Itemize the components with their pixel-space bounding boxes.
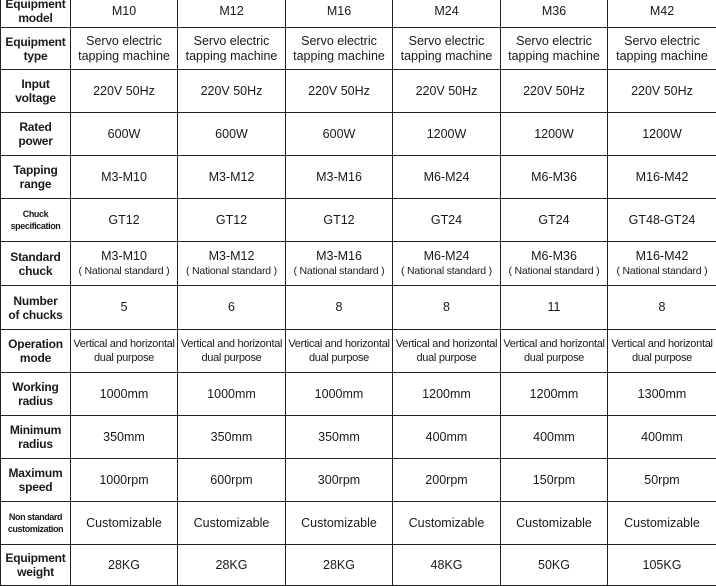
spec-cell bbox=[286, 156, 393, 199]
row-header-line: range bbox=[2, 177, 69, 191]
spec-cell bbox=[501, 330, 608, 373]
spec-cell-line: Vertical and horizontal bbox=[72, 337, 176, 351]
row-header-line: specification bbox=[2, 220, 69, 232]
spec-cell-line: M12 bbox=[179, 4, 284, 19]
spec-row bbox=[1, 502, 716, 545]
spec-cell-line: 5 bbox=[72, 300, 176, 315]
spec-cell-line: M24 bbox=[394, 4, 499, 19]
row-header-line: Standard bbox=[2, 250, 69, 264]
spec-cell-line: 220V 50Hz bbox=[287, 84, 391, 99]
spec-cell-line: 8 bbox=[287, 300, 391, 315]
spec-cell bbox=[286, 199, 393, 242]
spec-cell-line: 105KG bbox=[609, 558, 715, 573]
spec-cell bbox=[71, 286, 178, 330]
spec-cell-line: tapping machine bbox=[287, 49, 391, 64]
spec-cell bbox=[286, 286, 393, 330]
spec-cell bbox=[608, 330, 716, 373]
spec-cell-line: 200rpm bbox=[394, 473, 499, 488]
spec-cell bbox=[608, 113, 716, 156]
spec-cell bbox=[608, 28, 716, 70]
spec-cell-line: Vertical and horizontal bbox=[287, 337, 391, 351]
spec-cell bbox=[286, 70, 393, 113]
spec-cell-line: 350mm bbox=[72, 430, 176, 445]
spec-cell-line: 6 bbox=[179, 300, 284, 315]
spec-cell bbox=[501, 113, 608, 156]
spec-cell-line: 400mm bbox=[394, 430, 499, 445]
spec-cell-line: 600W bbox=[287, 127, 391, 142]
spec-cell-line: 1200W bbox=[502, 127, 606, 142]
spec-cell bbox=[71, 199, 178, 242]
spec-cell bbox=[71, 0, 178, 28]
spec-cell-line: M16-M42 bbox=[609, 249, 715, 264]
spec-cell bbox=[286, 0, 393, 28]
spec-cell bbox=[501, 373, 608, 416]
spec-cell bbox=[178, 330, 286, 373]
spec-cell bbox=[393, 113, 501, 156]
row-header bbox=[1, 286, 71, 330]
spec-cell bbox=[393, 242, 501, 286]
spec-cell bbox=[178, 28, 286, 70]
spec-cell-line: M6-M36 bbox=[502, 249, 606, 264]
spec-cell bbox=[608, 0, 716, 28]
spec-cell-line: Customizable bbox=[179, 516, 284, 531]
spec-cell-line: Vertical and horizontal bbox=[394, 337, 499, 351]
spec-row bbox=[1, 113, 716, 156]
spec-cell-line: dual purpose bbox=[502, 351, 606, 365]
spec-cell bbox=[608, 373, 716, 416]
spec-cell-line: GT12 bbox=[72, 213, 176, 228]
row-header-line: speed bbox=[2, 480, 69, 494]
row-header-line: radius bbox=[2, 437, 69, 451]
spec-cell-line: Servo electric bbox=[287, 34, 391, 49]
spec-cell-line: Servo electric bbox=[502, 34, 606, 49]
spec-cell-line: 220V 50Hz bbox=[609, 84, 715, 99]
spec-cell-line: M16 bbox=[287, 4, 391, 19]
spec-cell-line: 28KG bbox=[72, 558, 176, 573]
spec-cell-line: 220V 50Hz bbox=[502, 84, 606, 99]
spec-cell-line: M42 bbox=[609, 4, 715, 19]
spec-cell-line: 48KG bbox=[394, 558, 499, 573]
row-header-line: type bbox=[2, 49, 69, 63]
spec-cell-line: dual purpose bbox=[72, 351, 176, 365]
spec-cell-line: Customizable bbox=[609, 516, 715, 531]
spec-cell-line: 11 bbox=[502, 300, 606, 315]
spec-cell-line: GT24 bbox=[502, 213, 606, 228]
spec-cell bbox=[71, 459, 178, 502]
spec-cell bbox=[501, 416, 608, 459]
spec-cell-line: Customizable bbox=[502, 516, 606, 531]
spec-row bbox=[1, 373, 716, 416]
spec-cell bbox=[608, 286, 716, 330]
spec-row bbox=[1, 416, 716, 459]
spec-cell-line: ( National standard ) bbox=[394, 264, 499, 279]
spec-cell-line: GT48-GT24 bbox=[609, 213, 715, 228]
spec-cell bbox=[608, 502, 716, 545]
spec-cell bbox=[608, 156, 716, 199]
spec-cell bbox=[286, 502, 393, 545]
spec-cell bbox=[71, 330, 178, 373]
spec-cell bbox=[286, 545, 393, 586]
row-header-line: Equipment bbox=[2, 35, 69, 49]
row-header-line: Chuck bbox=[2, 208, 69, 220]
row-header bbox=[1, 0, 71, 28]
spec-cell-line: Vertical and horizontal bbox=[179, 337, 284, 351]
spec-cell-line: 1200mm bbox=[502, 387, 606, 402]
row-header-line: Working bbox=[2, 380, 69, 394]
spec-row bbox=[1, 242, 716, 286]
spec-cell-line: Vertical and horizontal bbox=[502, 337, 606, 351]
spec-cell-line: 1200mm bbox=[394, 387, 499, 402]
spec-cell-line: dual purpose bbox=[287, 351, 391, 365]
spec-cell-line: 600W bbox=[179, 127, 284, 142]
spec-cell bbox=[393, 459, 501, 502]
row-header-line: weight bbox=[2, 565, 69, 579]
row-header bbox=[1, 502, 71, 545]
spec-cell bbox=[608, 199, 716, 242]
spec-cell bbox=[393, 199, 501, 242]
spec-cell-line: 400mm bbox=[609, 430, 715, 445]
spec-cell bbox=[71, 156, 178, 199]
row-header-line: mode bbox=[2, 351, 69, 365]
row-header bbox=[1, 459, 71, 502]
spec-cell-line: ( National standard ) bbox=[72, 264, 176, 279]
spec-cell-line: ( National standard ) bbox=[287, 264, 391, 279]
spec-cell-line: M3-M10 bbox=[72, 170, 176, 185]
spec-cell-line: 1300mm bbox=[609, 387, 715, 402]
spec-cell bbox=[71, 113, 178, 156]
spec-cell-line: M3-M10 bbox=[72, 249, 176, 264]
row-header bbox=[1, 416, 71, 459]
row-header-line: radius bbox=[2, 394, 69, 408]
row-header-line: Maximum bbox=[2, 466, 69, 480]
spec-cell bbox=[178, 459, 286, 502]
spec-cell bbox=[178, 286, 286, 330]
spec-cell-line: 1000mm bbox=[72, 387, 176, 402]
row-header-line: customization bbox=[2, 523, 69, 535]
spec-cell bbox=[501, 70, 608, 113]
spec-cell-line: 400mm bbox=[502, 430, 606, 445]
spec-cell-line: M6-M36 bbox=[502, 170, 606, 185]
spec-cell bbox=[178, 113, 286, 156]
spec-cell-line: M6-M24 bbox=[394, 249, 499, 264]
spec-row bbox=[1, 0, 716, 28]
spec-cell-line: dual purpose bbox=[179, 351, 284, 365]
spec-cell bbox=[178, 373, 286, 416]
spec-cell bbox=[608, 459, 716, 502]
spec-cell-line: GT12 bbox=[287, 213, 391, 228]
spec-cell bbox=[393, 156, 501, 199]
row-header-line: Number bbox=[2, 294, 69, 308]
spec-cell bbox=[286, 416, 393, 459]
spec-cell-line: tapping machine bbox=[72, 49, 176, 64]
spec-row bbox=[1, 286, 716, 330]
spec-cell-line: Customizable bbox=[287, 516, 391, 531]
spec-cell bbox=[501, 286, 608, 330]
spec-cell-line: 28KG bbox=[287, 558, 391, 573]
spec-cell bbox=[393, 502, 501, 545]
spec-cell-line: M36 bbox=[502, 4, 606, 19]
spec-cell bbox=[393, 0, 501, 28]
spec-cell-line: 150rpm bbox=[502, 473, 606, 488]
spec-cell-line: 220V 50Hz bbox=[72, 84, 176, 99]
spec-cell bbox=[501, 28, 608, 70]
spec-cell-line: GT12 bbox=[179, 213, 284, 228]
spec-cell-line: ( National standard ) bbox=[502, 264, 606, 279]
row-header-line: model bbox=[2, 11, 69, 25]
row-header bbox=[1, 156, 71, 199]
spec-cell-line: tapping machine bbox=[394, 49, 499, 64]
spec-cell bbox=[71, 545, 178, 586]
row-header-line: Operation bbox=[2, 337, 69, 351]
row-header-line: Input bbox=[2, 77, 69, 91]
spec-row bbox=[1, 199, 716, 242]
spec-cell bbox=[178, 156, 286, 199]
spec-cell bbox=[71, 70, 178, 113]
spec-cell bbox=[501, 459, 608, 502]
row-header-line: power bbox=[2, 134, 69, 148]
spec-cell bbox=[178, 545, 286, 586]
spec-cell-line: 1200W bbox=[609, 127, 715, 142]
spec-cell-line: M3-M12 bbox=[179, 249, 284, 264]
spec-cell bbox=[178, 0, 286, 28]
row-header-line: Rated bbox=[2, 120, 69, 134]
spec-cell bbox=[608, 545, 716, 586]
spec-cell-line: 8 bbox=[609, 300, 715, 315]
spec-cell bbox=[178, 416, 286, 459]
spec-table-body bbox=[1, 0, 716, 586]
spec-row bbox=[1, 330, 716, 373]
spec-cell-line: GT24 bbox=[394, 213, 499, 228]
spec-cell-line: 350mm bbox=[179, 430, 284, 445]
spec-cell-line: 28KG bbox=[179, 558, 284, 573]
spec-cell bbox=[501, 502, 608, 545]
row-header bbox=[1, 242, 71, 286]
spec-cell-line: Servo electric bbox=[72, 34, 176, 49]
spec-cell-line: 1000mm bbox=[179, 387, 284, 402]
spec-cell bbox=[608, 70, 716, 113]
spec-cell bbox=[608, 242, 716, 286]
spec-cell bbox=[393, 28, 501, 70]
spec-cell-line: Vertical and horizontal bbox=[609, 337, 715, 351]
spec-cell-line: M3-M16 bbox=[287, 170, 391, 185]
spec-cell-line: 600W bbox=[72, 127, 176, 142]
spec-cell bbox=[71, 373, 178, 416]
row-header-line: Equipment bbox=[2, 0, 69, 11]
spec-cell-line: M3-M16 bbox=[287, 249, 391, 264]
row-header-line: Non standard bbox=[2, 511, 69, 523]
spec-cell-line: tapping machine bbox=[502, 49, 606, 64]
row-header bbox=[1, 28, 71, 70]
spec-cell bbox=[71, 242, 178, 286]
row-header-line: Minimum bbox=[2, 423, 69, 437]
row-header-line: of chucks bbox=[2, 308, 69, 322]
spec-cell-line: Customizable bbox=[72, 516, 176, 531]
spec-cell-line: Servo electric bbox=[179, 34, 284, 49]
spec-cell bbox=[178, 199, 286, 242]
spec-cell-line: 220V 50Hz bbox=[179, 84, 284, 99]
row-header-line: Tapping bbox=[2, 163, 69, 177]
row-header bbox=[1, 545, 71, 586]
spec-cell bbox=[178, 70, 286, 113]
spec-cell-line: Servo electric bbox=[394, 34, 499, 49]
spec-cell-line: M3-M12 bbox=[179, 170, 284, 185]
spec-cell bbox=[71, 416, 178, 459]
spec-cell bbox=[501, 156, 608, 199]
spec-cell bbox=[286, 330, 393, 373]
spec-cell bbox=[393, 416, 501, 459]
spec-cell-line: dual purpose bbox=[609, 351, 715, 365]
row-header bbox=[1, 199, 71, 242]
spec-cell-line: ( National standard ) bbox=[609, 264, 715, 279]
spec-cell bbox=[393, 286, 501, 330]
spec-row bbox=[1, 459, 716, 502]
spec-cell-line: M16-M42 bbox=[609, 170, 715, 185]
spec-cell-line: 300rpm bbox=[287, 473, 391, 488]
spec-cell-line: 1000mm bbox=[287, 387, 391, 402]
spec-cell bbox=[501, 0, 608, 28]
spec-cell-line: M6-M24 bbox=[394, 170, 499, 185]
spec-cell-line: dual purpose bbox=[394, 351, 499, 365]
spec-cell bbox=[178, 502, 286, 545]
spec-cell-line: 8 bbox=[394, 300, 499, 315]
spec-cell-line: 600rpm bbox=[179, 473, 284, 488]
spec-row bbox=[1, 156, 716, 199]
row-header-line: Equipment bbox=[2, 551, 69, 565]
spec-cell bbox=[501, 199, 608, 242]
spec-cell bbox=[286, 242, 393, 286]
spec-cell bbox=[286, 373, 393, 416]
spec-cell-line: 1200W bbox=[394, 127, 499, 142]
row-header bbox=[1, 113, 71, 156]
spec-cell bbox=[393, 545, 501, 586]
row-header bbox=[1, 330, 71, 373]
spec-row bbox=[1, 545, 716, 586]
spec-cell-line: tapping machine bbox=[179, 49, 284, 64]
spec-cell-line: 50KG bbox=[502, 558, 606, 573]
spec-cell-line: M10 bbox=[72, 4, 176, 19]
spec-cell bbox=[178, 242, 286, 286]
spec-row bbox=[1, 70, 716, 113]
spec-cell bbox=[501, 545, 608, 586]
row-header bbox=[1, 373, 71, 416]
spec-cell-line: tapping machine bbox=[609, 49, 715, 64]
spec-cell bbox=[286, 113, 393, 156]
spec-cell bbox=[71, 28, 178, 70]
spec-cell bbox=[393, 373, 501, 416]
spec-cell-line: 220V 50Hz bbox=[394, 84, 499, 99]
spec-cell-line: Customizable bbox=[394, 516, 499, 531]
row-header bbox=[1, 70, 71, 113]
spec-cell bbox=[501, 242, 608, 286]
row-header-line: voltage bbox=[2, 91, 69, 105]
spec-cell-line: 1000rpm bbox=[72, 473, 176, 488]
row-header-line: chuck bbox=[2, 264, 69, 278]
spec-row bbox=[1, 28, 716, 70]
spec-cell-line: 50rpm bbox=[609, 473, 715, 488]
spec-cell bbox=[608, 416, 716, 459]
spec-cell bbox=[393, 70, 501, 113]
spec-cell bbox=[286, 28, 393, 70]
spec-cell bbox=[286, 459, 393, 502]
spec-cell bbox=[393, 330, 501, 373]
spec-cell bbox=[71, 502, 178, 545]
spec-cell-line: 350mm bbox=[287, 430, 391, 445]
spec-cell-line: ( National standard ) bbox=[179, 264, 284, 279]
spec-cell-line: Servo electric bbox=[609, 34, 715, 49]
